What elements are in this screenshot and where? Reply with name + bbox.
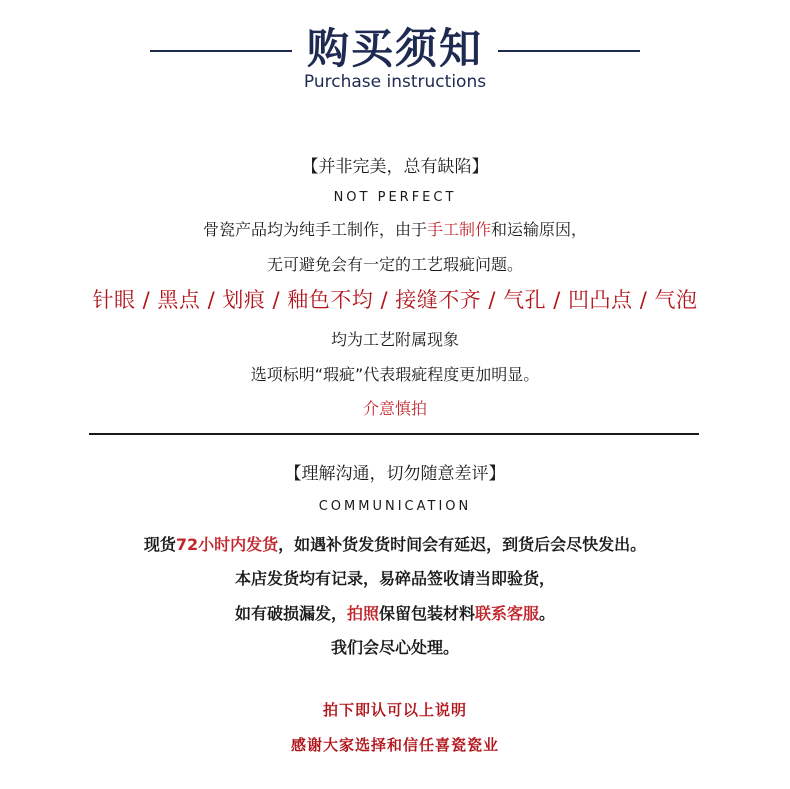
flaw-option-note-line: 选项标明“瑕疵”代表瑕疵程度更加明显。 [250,365,540,384]
acknowledge-text: 拍下即认可以上说明 [322,701,467,719]
page-subtitle: Purchase instructions [303,72,487,92]
handmade-highlight: 手工制作 [426,220,491,239]
caution-text: 介意慎拍 [362,399,427,418]
shipping-highlight: 72小时内发货 [175,535,279,554]
section-not-perfect-title: 【并非完美，总有缺陷】 [301,157,489,177]
photo-highlight: 拍照 [346,604,379,623]
page-title: 购买须知 [306,24,483,73]
section-not-perfect-subtitle: NOT PERFECT [333,190,457,205]
damage-mid: 保留包装材料 [378,604,475,623]
craft-phenomenon-line: 均为工艺附属现象 [330,330,459,349]
inspection-line: 本店发货均有记录，易碎品签收请当即验货， [234,569,555,588]
shipping-time-line [0,532,790,555]
shipping-post: ，如遇补货发货时间会有延迟，到货后会尽快发出。 [278,535,647,554]
damage-post: 。 [539,604,556,623]
damage-claim-line [0,601,790,624]
unavoidable-flaws-line: 无可避免会有一定的工艺瑕疵问题。 [266,255,523,274]
defect-types-list: 针眼 / 黑点 / 划痕 / 釉色不均 / 接缝不齐 / 气孔 / 凹凸点 / 气泡 [92,288,698,312]
handmade-notice-pre: 骨瓷产品均为纯手工制作，由于 [202,220,427,239]
section-communication-title: 【理解沟通，切勿随意差评】 [284,464,506,484]
handmade-notice-line [0,217,790,240]
shipping-pre: 现货 [143,535,176,554]
handmade-notice-post: 和运输原因， [491,220,588,239]
section-divider [89,433,699,435]
contact-service-highlight: 联系客服 [475,604,540,623]
damage-pre: 如有破损漏发， [234,604,347,623]
section-communication-subtitle: COMMUNICATION [318,499,472,514]
thanks-text: 感谢大家选择和信任喜瓷瓷业 [290,736,499,754]
handle-carefully-line: 我们会尽心处理。 [330,638,459,657]
